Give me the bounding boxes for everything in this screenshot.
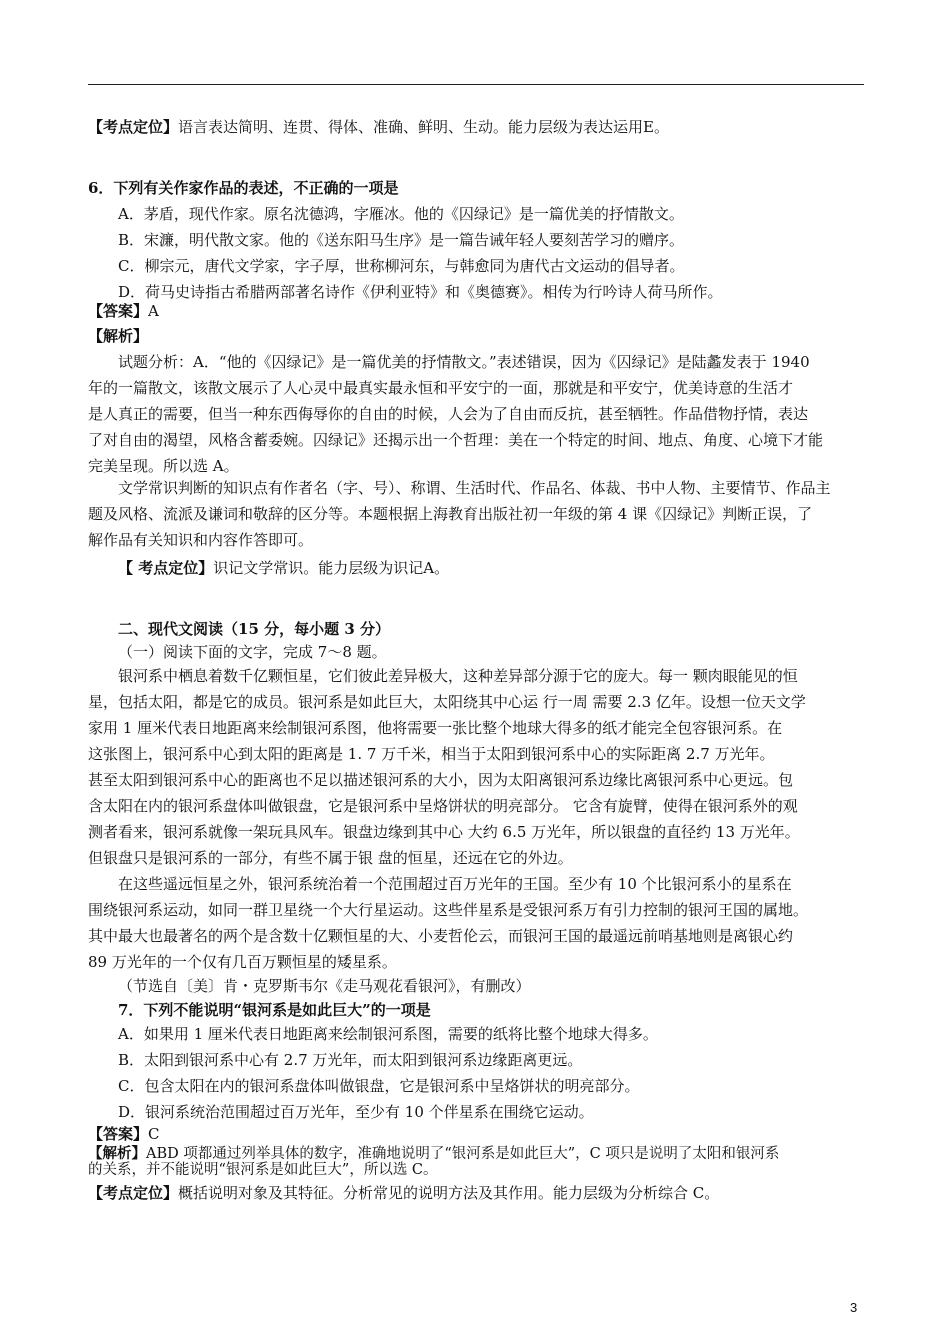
section2-heading: 二、现代文阅读（15 分，每小题 3 分） (118, 620, 390, 638)
q7-stem: 7．下列不能说明“银河系是如此巨大”的一项是 (118, 1001, 431, 1019)
q7-analysis (88, 1145, 779, 1163)
q6-point-line (118, 558, 449, 578)
passage-line: 围绕银河系运动，如同一群卫星绕一个大行星运动。这些伴星系是受银河系万有引力控制的银河王国的属地。 (88, 901, 809, 919)
q6-analysis-label: 【解析】 (88, 327, 149, 345)
q5-point-text: 语言表达简明、连贯、得体、准确、鲜明、生动。能力层级为表达运用E。 (178, 118, 669, 136)
q6-answer-value: A (148, 302, 159, 320)
q5-point-label: 【考点定位】 (88, 118, 179, 136)
q7-point-line (88, 1183, 719, 1203)
q7-analysis-label: 【解析】 (88, 1145, 146, 1162)
q6-analysis-line: 完美呈现。所以选 A。 (88, 457, 239, 475)
passage-line: 银河系中栖息着数千亿颗恒星，它们彼此差异极大，这种差异部分源于它的庞大。每一 颗肉眼能见的恒 (118, 667, 798, 685)
q6-option-c: C．柳宗元，唐代文学家，字子厚，世称柳河东，与韩愈同为唐代古文运动的倡导者。 (118, 257, 685, 275)
header-rule (88, 84, 864, 85)
passage-line: 星，包括太阳，都是它的成员。银河系是如此巨大，太阳绕其中心运 行一周 需要 2.3 亿年。设想一位天文学 (88, 693, 806, 711)
q5-point-line (88, 117, 669, 137)
passage-line: 测者看来，银河系就像一架玩具风车。银盘边缘到其中心 大约 6.5 万光年，所以银盘的直径约 13 万光年。 (88, 823, 800, 841)
q6-answer (88, 301, 159, 321)
q7-answer (88, 1124, 160, 1144)
q7-option-b: B．太阳到银河系中心有 2.7 万光年，而太阳到银河系边缘距离更远。 (118, 1051, 583, 1069)
q7-point-text: 概括说明对象及其特征。分析常见的说明方法及其作用。能力层级为分析综合 C。 (178, 1184, 720, 1202)
page-number: 3 (850, 1300, 858, 1315)
q6-stem: 6．下列有关作家作品的表述，不正确的一项是 (88, 179, 399, 197)
passage-line: 其中最大也最著名的两个是含数十亿颗恒星的大、小麦哲伦云，而银河王国的最遥远前哨基地则是离银心约 (88, 927, 794, 945)
q6-analysis-line: 题及风格、流派及谦词和敬辞的区分等。本题根据上海教育出版社初一年级的第 4 课《囚绿记》判断正误，了 (88, 505, 813, 523)
q6-option-d: D．荷马史诗指古希腊两部著名诗作《伊利亚特》和《奥德赛》。相传为行吟诗人荷马所作。 (118, 283, 723, 301)
q7-answer-value: C (148, 1125, 160, 1143)
passage-line: 在这些遥远恒星之外，银河系统治着一个范围超过百万光年的王国。至少有 10 个比银河系小的星系在 (118, 875, 792, 893)
q6-analysis-line: 是人真正的需要，但当一种东西侮辱你的自由的时候，人会为了自由而反抗，甚至牺牲。作品借物抒情，表达 (88, 405, 809, 423)
q6-analysis-line: 解作品有关知识和内容作答即可。 (88, 531, 314, 549)
q6-point-label: 【 考点定位】 (118, 559, 214, 577)
passage-line: 这张图上，银河系中心到太阳的距离是 1. 7 万千米，相当于太阳到银河系中心的实际距离 2.7 万光年。 (88, 745, 775, 763)
q6-analysis-line: 了对自由的渴望，风格含蓄委婉。囚绿记》还揭示出一个哲理：美在一个特定的时间、地点、角度、心境下才能 (88, 431, 824, 449)
q6-analysis-line: 试题分析：A．“他的《囚绿记》是一篇优美的抒情散文。”表述错误，因为《囚绿记》是陆蠡发表于 1940 (118, 353, 810, 371)
passage-line: 但银盘只是银河系的一部分，有些不属于银 盘的恒星，还远在它的外边。 (88, 849, 573, 867)
q7-analysis-line: 的关系，并不能说明“银河系是如此巨大”，所以选 C。 (88, 1162, 438, 1178)
q7-option-c: C．包含太阳在内的银河系盘体叫做银盘，它是银河系中呈烙饼状的明亮部分。 (118, 1077, 640, 1095)
passage-line: 家用 1 厘米代表日地距离来绘制银河系图，他将需要一张比整个地球大得多的纸才能完全包容银河系。在 (88, 719, 783, 737)
q6-option-b: B．宋濂，明代散文家。他的《送东阳马生序》是一篇告诫年轻人要刻苦学习的赠序。 (118, 231, 685, 249)
q7-answer-label: 【答案】 (88, 1125, 149, 1143)
passage-line: 甚至太阳到银河系中心的距离也不足以描述银河系的大小，因为太阳离银河系边缘比离银河系中心更远。包 (88, 771, 794, 789)
q6-point-text: 识记文学常识。能力层级为识记A。 (213, 559, 450, 577)
section2-instruction: （一）阅读下面的文字，完成 7～8 题。 (118, 643, 387, 661)
q7-point-label: 【考点定位】 (88, 1184, 179, 1202)
q7-analysis-line: ABD 项都通过列举具体的数字，准确地说明了“银河系是如此巨大”，C 项只是说明了太阳和银河系 (146, 1146, 780, 1162)
passage-source: （节选自〔美〕肯・克罗斯韦尔《走马观花看银河》，有删改） (118, 977, 531, 995)
q7-option-d: D．银河系统治范围超过百万光年，至少有 10 个伴星系在围绕它运动。 (118, 1103, 594, 1121)
q6-option-a: A．茅盾，现代作家。原名沈德鸿，字雁冰。他的《囚绿记》是一篇优美的抒情散文。 (118, 205, 684, 223)
q6-analysis-line: 文学常识判断的知识点有作者名（字、号）、称谓、生活时代、作品名、体裁、书中人物、主要情节、作品主 (118, 479, 831, 497)
q6-analysis-line: 年的一篇散文，该散文展示了人心灵中最真实最永恒和平安宁的一面，那就是和平安宁，优美诗意的生活才 (88, 379, 794, 397)
q7-option-a: A．如果用 1 厘米代表日地距离来绘制银河系图，需要的纸将比整个地球大得多。 (118, 1025, 658, 1043)
q6-answer-label: 【答案】 (88, 302, 149, 320)
passage-line: 含太阳在内的银河系盘体叫做银盘，它是银河系中呈烙饼状的明亮部分。 它含有旋臂，使得在银河系外的观 (88, 797, 798, 815)
passage-line: 89 万光年的一个仅有几百万颗恒星的矮星系。 (88, 953, 397, 971)
